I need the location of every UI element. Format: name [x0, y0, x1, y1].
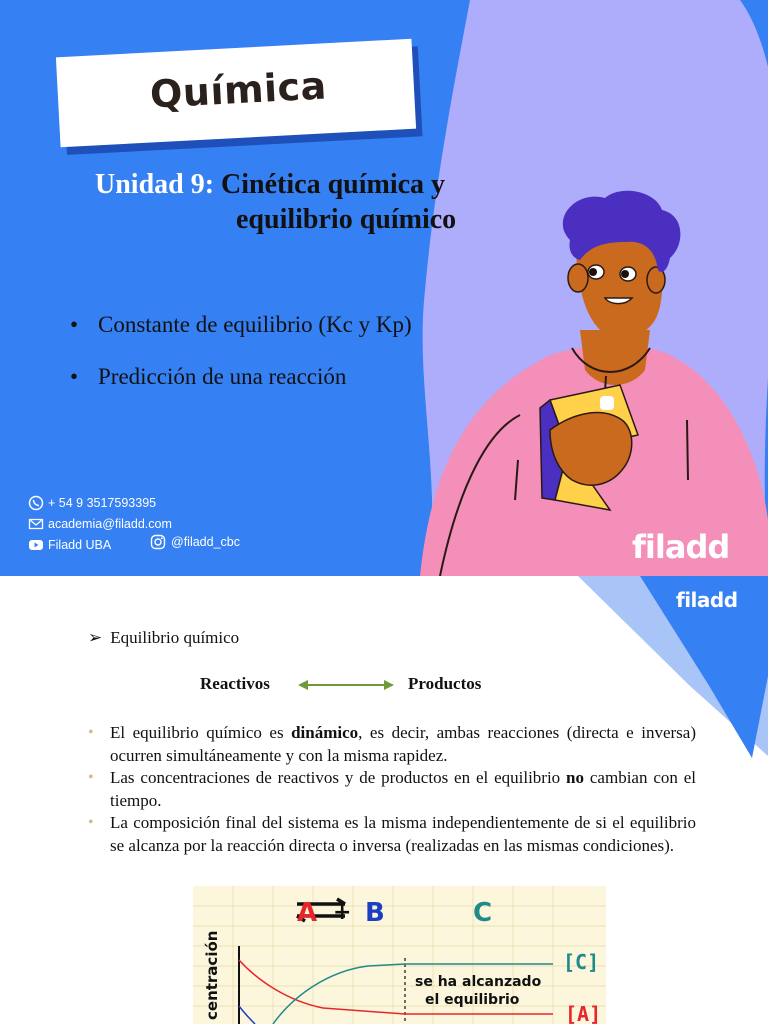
list-item: • Predicción de una reacción [70, 364, 347, 389]
species-c: C [473, 898, 493, 928]
equilibrium-facts [88, 722, 696, 857]
unit-label: Unidad 9: [95, 169, 215, 200]
slide-title: Química [148, 63, 328, 117]
y-axis-label: centración [203, 930, 221, 1020]
products-label: Productos [408, 674, 482, 693]
label-c: [C] [563, 950, 600, 974]
list-item: • La composición final del sistema es la misma independientemente de si el equilibrio se alcanza por la reacción directa o inversa (realizadas en las mismas condiciones). [88, 812, 696, 857]
brand-logo: filadd [632, 528, 730, 566]
species-b: B [365, 898, 385, 928]
list-item: • Constante de equilibrio (Kc y Kp) [70, 312, 412, 337]
email-contact[interactable]: academia@filadd.com [28, 513, 172, 534]
phone-contact[interactable]: + 54 9 3517593395 [28, 492, 172, 513]
label-a: [A] [565, 1002, 602, 1024]
youtube-contact[interactable]: Filadd UBA [28, 534, 172, 555]
list-item: • Las concentraciones de reactivos y de productos en el equilibrio no cambian con el tiempo. [88, 767, 696, 812]
plus-sign: + [333, 900, 352, 925]
double-arrow-icon [298, 676, 394, 694]
topic-list [70, 312, 412, 416]
student-illustration [400, 180, 768, 576]
whatsapp-icon [28, 495, 44, 511]
youtube-icon [28, 537, 44, 553]
graph-drawing [193, 886, 606, 1024]
annotation-line2: el equilibrio [425, 992, 520, 1008]
mail-icon [28, 516, 44, 532]
reactants-label: Reactivos [200, 674, 270, 693]
species-a: A [297, 898, 318, 928]
unit-topic-line2: equilibrio químico [236, 204, 457, 235]
list-item: • El equilibrio químico es dinámico, es decir, ambas reacciones (directa e inversa) ocurren simultáneamente y con la misma rapidez. [88, 722, 696, 767]
equilibrium-graph-image [193, 886, 606, 1024]
instagram-contact[interactable]: @filadd_cbc [150, 534, 240, 550]
content-slide [0, 576, 768, 1024]
section-heading: ➢ Equilibrio químico [88, 628, 240, 647]
unit-heading [95, 167, 445, 203]
annotation-line1: se ha alcanzado [415, 974, 542, 990]
instagram-icon [150, 534, 166, 550]
brand-logo: filadd [676, 588, 738, 612]
arrow-bullet-icon: ➢ [88, 628, 103, 647]
unit-topic-line1: Cinética química y [221, 169, 446, 200]
